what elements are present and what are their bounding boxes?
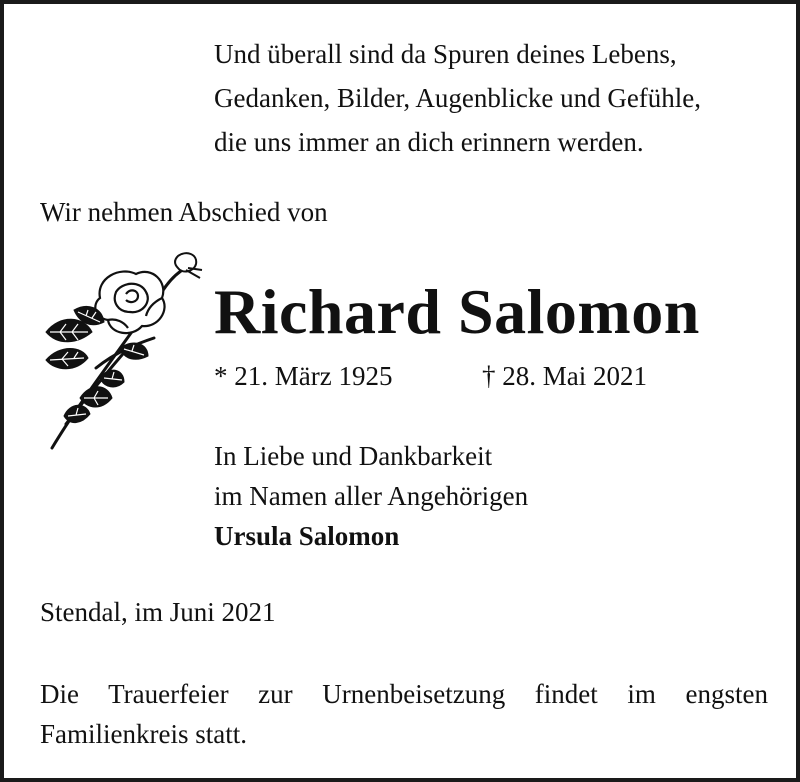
rose-icon: [36, 248, 206, 456]
signer-name: Ursula Salomon: [214, 521, 400, 551]
funeral-note: Die Trauerfeier zur Urnenbeisetzung findet im engsten Familienkreis statt.: [40, 679, 768, 749]
death-date: † 28. Mai 2021: [482, 361, 647, 391]
closing-block: [214, 436, 528, 556]
poem-line: die uns immer an dich erinnern werden.: [214, 127, 644, 157]
birth-date: * 21. März 1925: [214, 361, 393, 391]
closing-line: im Namen aller Angehörigen: [214, 481, 529, 511]
place-date: Stendal, im Juni 2021: [40, 597, 276, 627]
deceased-name: Richard Salomon: [214, 276, 700, 347]
poem-line: Und überall sind da Spuren deines Lebens,: [214, 39, 677, 69]
intro-text: Wir nehmen Abschied von: [40, 197, 328, 227]
poem: [214, 32, 701, 164]
closing-line: In Liebe und Dankbarkeit: [214, 441, 493, 471]
poem-line: Gedanken, Bilder, Augenblicke und Gefühle,: [214, 83, 702, 113]
